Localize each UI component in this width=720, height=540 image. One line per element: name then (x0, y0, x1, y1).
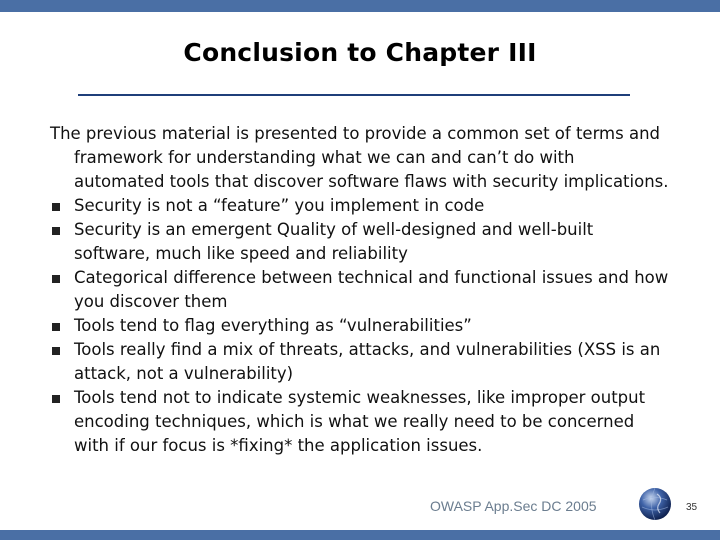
globe-icon (637, 486, 673, 522)
slide-title: Conclusion to Chapter III (183, 38, 537, 67)
square-bullet-icon (52, 323, 60, 331)
bullet-item (50, 218, 670, 266)
square-bullet-icon (52, 275, 60, 283)
page-number: 35 (686, 502, 698, 513)
square-bullet-icon (52, 395, 60, 403)
title-underline (78, 94, 630, 96)
intro-paragraph: The previous material is presented to provide a common set of terms and framework for understanding what we can and can’t do with automated tools that discover software flaws with security implications. (50, 124, 669, 191)
bullet-list (50, 194, 670, 458)
bullet-text: Categorical difference between technical and functional issues and how you discover them (74, 268, 669, 311)
footer-event-name: OWASP App.Sec DC 2005 (430, 498, 597, 514)
bullet-text: Tools tend not to indicate systemic weaknesses, like improper output encoding techniques, which is what we really need to be concerned with if our focus is *fixing* the application issues. (74, 388, 646, 455)
bullet-text: Tools really find a mix of threats, attacks, and vulnerabilities (XSS is an attack, not a vulnerability) (74, 340, 661, 383)
bullet-item (50, 194, 670, 218)
bullet-item (50, 386, 670, 458)
bullet-text: Security is an emergent Quality of well-designed and well-built software, much like speed and reliability (74, 220, 594, 263)
bottom-accent-bar (0, 530, 720, 540)
bullet-item (50, 314, 670, 338)
bullet-text: Tools tend to flag everything as “vulnerabilities” (74, 316, 472, 335)
slide-body (50, 122, 670, 458)
bullet-item (50, 266, 670, 314)
bullet-item (50, 338, 670, 386)
square-bullet-icon (52, 227, 60, 235)
square-bullet-icon (52, 347, 60, 355)
square-bullet-icon (52, 203, 60, 211)
top-accent-bar (0, 0, 720, 12)
bullet-text: Security is not a “feature” you implement in code (74, 196, 485, 215)
